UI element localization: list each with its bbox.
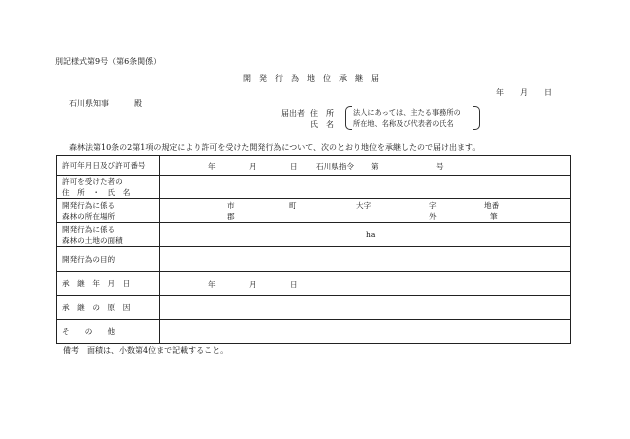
applicant-label: 届出者 [281, 109, 305, 118]
date-day: 日 [544, 88, 552, 97]
row-other-value [160, 320, 571, 344]
applicant-note-line1: 法人にあっては、主たる事務所の [353, 108, 461, 117]
row-other [57, 320, 571, 344]
row-succession-cause-value [160, 296, 571, 320]
location-chiban: 地番 [484, 201, 500, 210]
area-unit: ha [366, 230, 376, 239]
location-label-line2: 森林の所在場所 [62, 211, 116, 221]
date-year: 年 [496, 88, 504, 97]
row-purpose [57, 247, 571, 272]
applicant-note-line2: 所在地、名称及び代表者の氏名 [353, 119, 454, 128]
row-succession-date [57, 272, 571, 296]
permit-label-text: 許可年月日及び許可番号 [62, 161, 146, 170]
row-purpose-value [160, 247, 571, 272]
row-succession-cause-label [57, 296, 160, 320]
row-location [57, 199, 571, 223]
left-bracket [345, 106, 352, 130]
other-label-text: そ の 他 [62, 327, 116, 336]
remark-note: 備考 面積は、小数第4位まで記載すること。 [63, 346, 229, 355]
row-holder-label [57, 176, 160, 199]
row-succession-date-label [57, 272, 160, 296]
form-table [56, 155, 571, 344]
applicant-address-label: 住 所 [310, 109, 334, 118]
page-title: 開 発 行 為 地 位 承 継 届 [243, 74, 379, 83]
area-label-line1: 開発行為に係る [62, 224, 116, 234]
right-bracket [473, 106, 480, 130]
row-location-label [57, 199, 160, 223]
row-area [57, 223, 571, 247]
location-hitsu: 筆 [490, 212, 498, 221]
row-holder-value [160, 176, 571, 199]
location-label-line1: 開発行為に係る [62, 200, 116, 210]
addressee-name: 石川県知事 [69, 99, 109, 108]
form-id-label: 別記様式第9号（第6条関係） [55, 57, 162, 66]
location-aza: 字 [429, 201, 437, 210]
succession-day: 日 [290, 280, 298, 289]
holder-label-line2: 住 所 ・ 氏 名 [62, 188, 131, 197]
purpose-label-text: 開発行為の目的 [62, 254, 116, 264]
succession-cause-label-text: 承 継 の 原 因 [62, 303, 131, 312]
row-purpose-label [57, 247, 160, 272]
row-permit [57, 156, 571, 176]
addressee-honorific: 殿 [134, 99, 142, 108]
row-permit-holder [57, 176, 571, 199]
row-succession-date-value [160, 272, 571, 296]
area-label-line2: 森林の土地の面積 [62, 235, 123, 245]
succession-month: 月 [249, 280, 257, 289]
row-area-value [160, 223, 571, 247]
row-area-label [57, 223, 160, 247]
location-city: 市 [227, 201, 235, 210]
permit-day: 日 [290, 162, 298, 171]
location-oaza: 大字 [356, 201, 372, 210]
row-other-label [57, 320, 160, 344]
location-outside: 外 [429, 212, 437, 221]
date-month: 月 [520, 88, 528, 97]
permit-month: 月 [249, 162, 257, 171]
holder-label-line1: 許可を受けた者の [62, 177, 123, 186]
row-location-value [160, 199, 571, 223]
location-county: 郡 [227, 212, 235, 221]
succession-date-label-text: 承 継 年 月 日 [62, 279, 131, 288]
row-permit-label [57, 156, 160, 176]
row-succession-cause [57, 296, 571, 320]
intro-text: 森林法第10条の2第1項の規定により許可を受けた開発行為について、次のとおり地位を承継したので届け出ます。 [69, 143, 481, 152]
permit-year: 年 [208, 162, 216, 171]
permit-no: 第 [371, 162, 379, 171]
permit-suffix: 号 [436, 162, 444, 171]
applicant-name-label: 氏 名 [310, 120, 334, 129]
permit-prefix: 石川県指令 [316, 162, 354, 171]
row-permit-value [160, 156, 571, 176]
location-town: 町 [289, 201, 297, 210]
succession-year: 年 [208, 280, 216, 289]
